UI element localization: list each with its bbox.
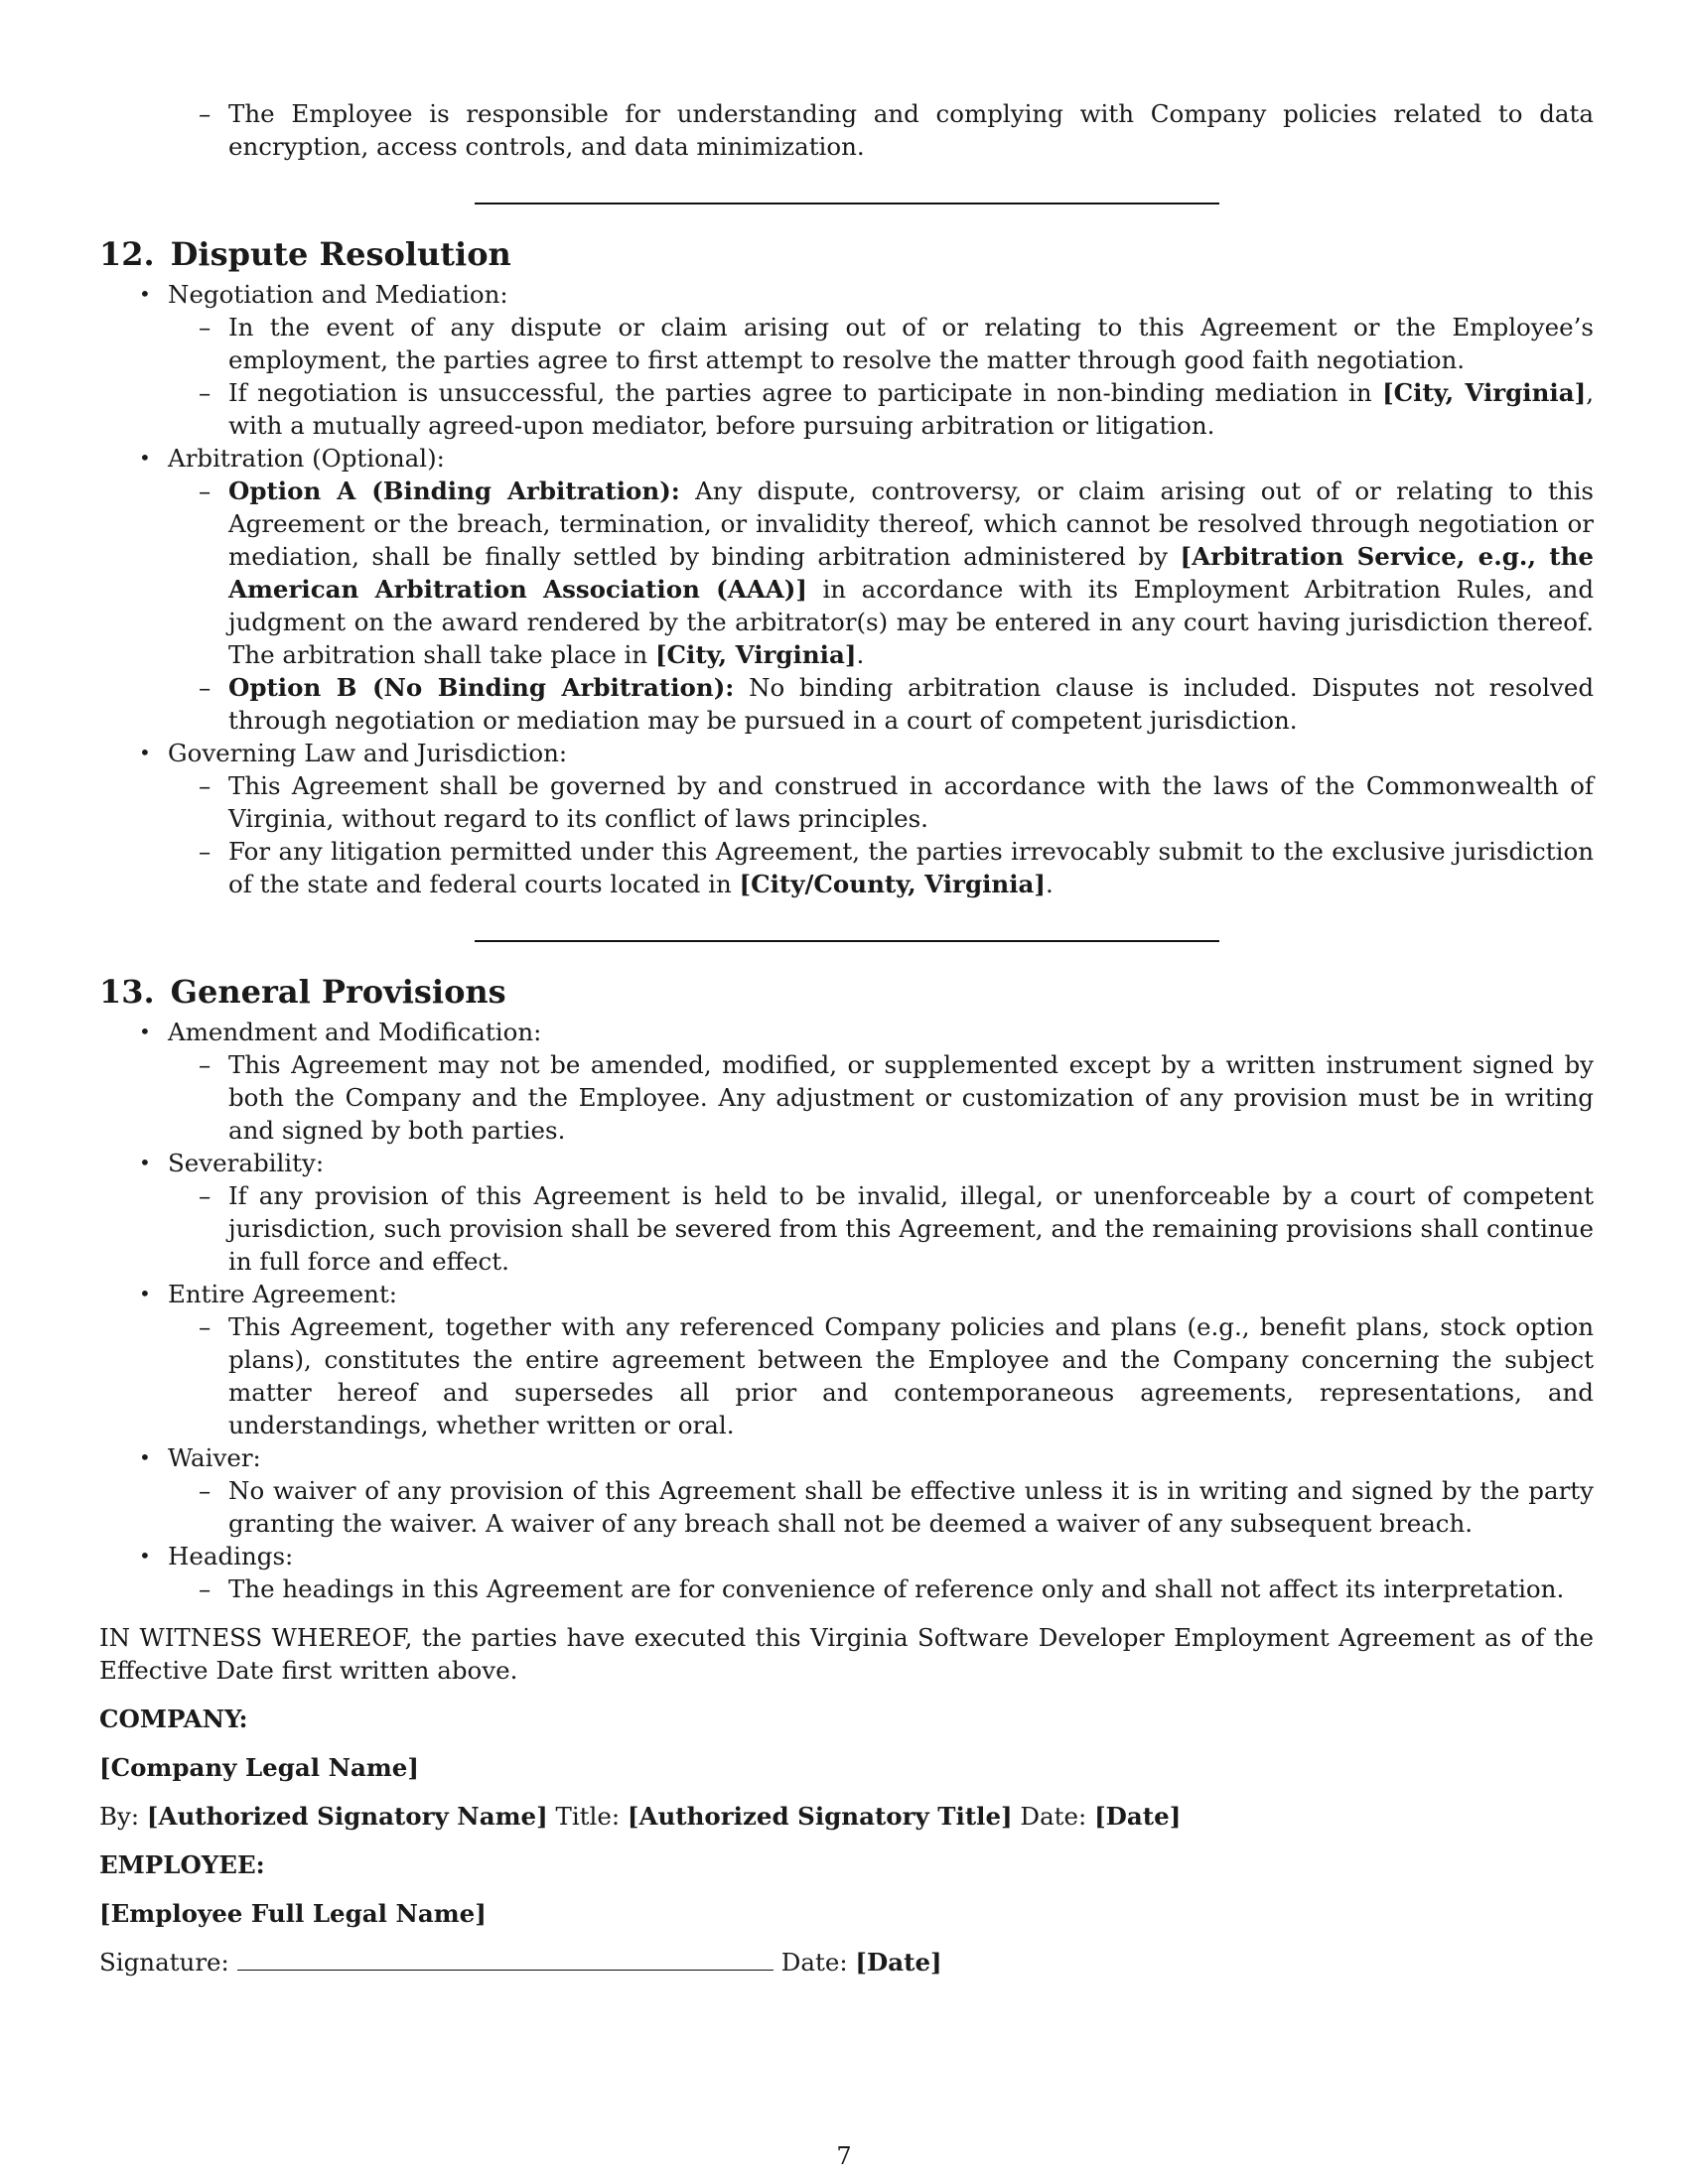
list-item (99, 1048, 1594, 1147)
section-number: 12. (99, 235, 155, 273)
bullet-marker: • (139, 1445, 151, 1469)
dash-marker: – (199, 313, 211, 341)
dash-marker: – (199, 771, 211, 800)
list-item-text: No waiver of any provision of this Agreement shall be effective unless it is in writing and signed by the party granting the waiver. A waiver of any breach shall not be deemed a waiver of any subsequent breach. (228, 1476, 1594, 1538)
date-placeholder: [Date] (1094, 1802, 1182, 1831)
bullet-label: Governing Law and Jurisdiction: (168, 739, 568, 767)
list-item-text: If negotiation is unsuccessful, the parties agree to participate in non-binding mediation in (228, 378, 1383, 407)
placeholder-field: [Arbitration Service, e.g., the American Arbitration Association (AAA)] (228, 542, 1594, 604)
dash-marker: – (199, 477, 211, 505)
bullet-item (99, 278, 1594, 311)
list-item-text: This Agreement, together with any referenced Company policies and plans (e.g., benefit plans, stock option plans), constitutes the entire agreement between the Employee and the Company concerning the subject matter hereof and supersedes all prior and contemporaneous agreements, representations, and understandings, whether written or oral. (228, 1312, 1594, 1439)
employee-name-placeholder: [Employee Full Legal Name] (99, 1899, 487, 1928)
bullet-item (99, 1441, 1594, 1474)
dash-marker: – (199, 837, 211, 866)
bullet-label: Arbitration (Optional): (168, 444, 445, 473)
bullet-item (99, 1540, 1594, 1572)
dash-marker: – (199, 1476, 211, 1505)
bullet-label: Severability: (168, 1149, 325, 1177)
dash-marker: – (199, 1050, 211, 1079)
list-item (99, 769, 1594, 835)
section-divider (475, 940, 1219, 942)
list-item-text: in accordance with its Employment Arbitration Rules, and judgment on the award rendered by the arbitrator(s) may be entered in any court having jurisdiction thereof. The arbitration shall take place in (228, 575, 1595, 669)
list-item (99, 1179, 1594, 1278)
company-heading (99, 1703, 1594, 1735)
bullet-item (99, 1147, 1594, 1179)
bullet-label: Negotiation and Mediation: (168, 280, 508, 309)
date-label: Date: (780, 1948, 856, 1977)
list-item (99, 835, 1594, 900)
dash-marker: – (199, 1181, 211, 1210)
list-item-text: This Agreement may not be amended, modified, or supplemented except by a written instrument signed by both the Company and the Employee. Any adjustment or customization of any provision must be in writing and signed by both parties. (228, 1050, 1594, 1145)
bullet-marker: • (139, 741, 151, 764)
placeholder-field: [City, Virginia] (1382, 378, 1587, 407)
dash-marker: – (199, 378, 211, 407)
bullet-marker: • (139, 446, 151, 470)
list-item-text: No binding arbitration clause is included. Disputes not resolved through negotiation or mediation may be pursued in a court of competent jurisdiction. (228, 673, 1595, 735)
list-item-text: If any provision of this Agreement is held to be invalid, illegal, or unenforceable by a court of competent jurisdiction, such provision shall be severed from this Agreement, and the remaining provisions shall continue in full force and effect. (228, 1181, 1594, 1276)
bullet-label: Amendment and Modification: (168, 1018, 542, 1046)
company-name-placeholder: [Company Legal Name] (99, 1753, 419, 1782)
company-name-line (99, 1751, 1594, 1784)
employee-heading-text: EMPLOYEE: (99, 1850, 265, 1879)
option-label: Option A (Binding Arbitration): (228, 477, 680, 505)
placeholder-field: [City, Virginia] (654, 640, 857, 669)
list-item (99, 1310, 1594, 1441)
placeholder-field: [City/County, Virginia] (739, 870, 1046, 898)
employee-signature-line (99, 1946, 1594, 1979)
bullet-label: Entire Agreement: (168, 1280, 398, 1308)
section-title: Dispute Resolution (170, 235, 511, 273)
bullet-label: Headings: (168, 1542, 294, 1570)
dash-marker: – (199, 1574, 211, 1603)
page-number: 7 (836, 2142, 852, 2170)
list-item-text: The Employee is responsible for understanding and complying with Company policies related to data encryption, access controls, and data minimization. (228, 99, 1594, 161)
list-item-text: In the event of any dispute or claim arising out of or relating to this Agreement or the Employee’s employment, the parties agree to first attempt to resolve the matter through good faith negotiation. (228, 313, 1594, 374)
signatory-title-placeholder: [Authorized Signatory Title] (627, 1802, 1013, 1831)
list-item-text: . (856, 640, 865, 669)
dash-marker: – (199, 1312, 211, 1341)
section-12-heading (99, 234, 1594, 274)
dash-marker: – (199, 99, 211, 128)
section-title: General Provisions (170, 973, 506, 1011)
section-13-heading (99, 972, 1594, 1012)
witness-paragraph: IN WITNESS WHEREOF, the parties have executed this Virginia Software Developer Employment Agreement as of the Effective Date first written above. (99, 1623, 1594, 1685)
date-label: Date: (1012, 1802, 1095, 1831)
bullet-label: Waiver: (168, 1443, 261, 1472)
bullet-item (99, 737, 1594, 769)
bullet-item (99, 442, 1594, 475)
list-item (99, 311, 1594, 376)
company-heading-text: COMPANY: (99, 1705, 248, 1733)
employee-heading (99, 1848, 1594, 1881)
title-label: Title: (547, 1802, 628, 1831)
bullet-marker: • (139, 1151, 151, 1174)
date-placeholder: [Date] (855, 1948, 942, 1977)
list-item (99, 97, 1594, 163)
list-item (99, 1572, 1594, 1605)
bullet-marker: • (139, 282, 151, 306)
signature-label: Signature: (99, 1948, 229, 1977)
option-label: Option B (No Binding Arbitration): (228, 673, 735, 702)
signature-blank[interactable] (237, 1946, 774, 1971)
list-item (99, 1474, 1594, 1540)
list-item-text: For any litigation permitted under this Agreement, the parties irrevocably submit to the exclusive jurisdiction of the state and federal courts located in (228, 837, 1594, 898)
bullet-marker: • (139, 1282, 151, 1305)
signatory-name-placeholder: [Authorized Signatory Name] (146, 1802, 548, 1831)
list-item-text: The headings in this Agreement are for convenience of reference only and shall not affect its interpretation. (228, 1574, 1565, 1603)
list-item-text: , with a mutually agreed-upon mediator, before pursuing arbitration or litigation. (228, 378, 1594, 440)
bullet-marker: • (139, 1020, 151, 1043)
section-number: 13. (99, 973, 155, 1011)
bullet-marker: • (139, 1544, 151, 1568)
list-item (99, 376, 1594, 442)
by-label: By: (99, 1802, 147, 1831)
document-page (99, 97, 1594, 1979)
company-signatory-line (99, 1800, 1594, 1833)
list-item-text: This Agreement shall be governed by and construed in accordance with the laws of the Commonwealth of Virginia, without regard to its conflict of laws principles. (228, 771, 1594, 833)
bullet-item (99, 1278, 1594, 1310)
list-item (99, 475, 1594, 671)
list-item-text: Any dispute, controversy, or claim arising out of or relating to this Agreement or the breach, termination, or invalidity thereof, which cannot be resolved through negotiation or mediation, shall be finally settled by binding arbitration administered by (228, 477, 1594, 571)
list-item (99, 671, 1594, 737)
employee-name-line (99, 1897, 1594, 1930)
bullet-item (99, 1016, 1594, 1048)
list-item-text: . (1045, 870, 1054, 898)
dash-marker: – (199, 673, 211, 702)
section-divider (475, 203, 1219, 205)
